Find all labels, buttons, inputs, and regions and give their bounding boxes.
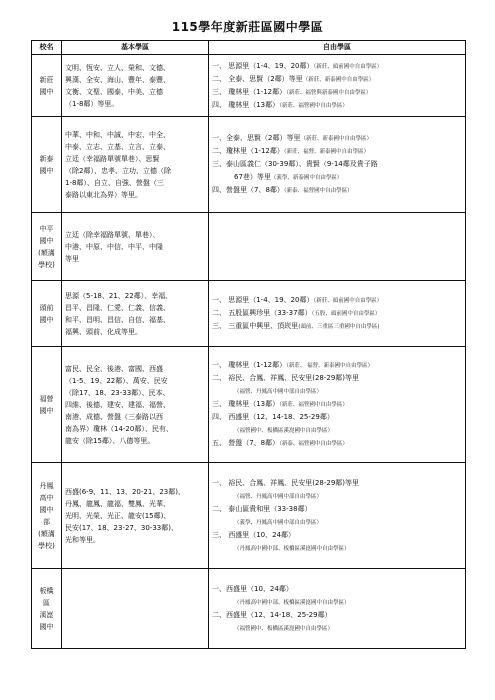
school-name-line: 國中: [39, 236, 54, 245]
free-district-line: [212, 171, 462, 184]
basic-district-cell: [62, 213, 209, 281]
table-row: [32, 347, 466, 463]
school-name-line: 頭前: [39, 303, 54, 312]
free-district-note: （新莊、頭前國中自由學區）: [313, 63, 383, 70]
basic-district-line: 1-8鄰）、自立、自強、營盤（三: [65, 178, 164, 187]
free-district-text: 一、 思源里（1-4、19、20鄰）: [212, 61, 314, 70]
table-row: [32, 281, 466, 347]
table-row: [32, 213, 466, 281]
basic-district-line: 光明、光榮、光正、龍安(15鄰)、: [65, 511, 171, 520]
basic-district-cell: [62, 55, 209, 117]
free-district-line: [212, 542, 462, 555]
school-name-line: 高中: [39, 493, 54, 502]
free-district-text: 二、 泰山區貴和里（33-38鄰）: [212, 504, 312, 513]
free-district-line: [212, 184, 462, 197]
header-school: 校名: [32, 41, 62, 55]
school-name-line: 板橋: [39, 586, 54, 595]
free-district-note: （新莊、 福營、新泰國中自由學區）: [286, 363, 374, 369]
free-district-line: [212, 516, 462, 529]
free-district-text: 五、 營盤（7、8鄰）: [212, 439, 280, 447]
basic-district-line: 立廷（幸福路單號單巷）、思賢: [65, 154, 160, 163]
table-row: [32, 117, 466, 213]
school-name-line: 國中: [39, 406, 54, 415]
basic-district-line: （除17、18、23-33鄰）、民本、: [65, 388, 170, 397]
school-name-line: (額滿: [38, 248, 55, 257]
free-district-note: （丹鳳高中國中部、板橋區溪崑國中自由學區）: [234, 599, 350, 606]
free-district-line: [212, 490, 462, 503]
basic-district-line: 中華、中和、中誠、中宏、中全、: [65, 130, 170, 139]
basic-district-line: 光和等里。: [65, 535, 100, 544]
free-district-note: （新莊、福營、新泰國中自由學區）: [283, 149, 370, 155]
free-district-note: （福營國中、板橋區溪崑國中自由學區）: [234, 428, 334, 434]
free-district-cell: [209, 55, 466, 117]
free-district-line: [212, 132, 462, 145]
free-district-line: [212, 158, 462, 171]
free-district-line: [212, 372, 462, 385]
table-row: [32, 55, 466, 117]
school-name-cell: [32, 463, 62, 569]
free-district-note: （新莊、新泰國中自由學區）: [300, 136, 372, 142]
school-name-line: 國中: [39, 315, 54, 324]
free-district-cell: [209, 281, 466, 347]
free-district-text: 一、 裕民、合鳳、祥鳳、民安里(28-29鄰)等里: [212, 478, 360, 487]
school-name-cell: [32, 281, 62, 347]
free-district-text: 四、營盤里（7、8鄰）: [212, 186, 284, 194]
school-name-cell: [32, 213, 62, 281]
free-district-text: 二、 全泰、思賢（2鄰）等里: [212, 74, 303, 83]
basic-district-line: 富民、民全、後港、富國、西盛: [65, 364, 163, 373]
school-name-cell: [32, 347, 62, 463]
free-district-line: [212, 609, 462, 622]
free-district-line: [212, 73, 462, 86]
basic-district-line: 丹鳳、龍鳳、龍福、雙鳳、光華、: [65, 499, 170, 508]
basic-district-line: （1-5、19、22鄰）、萬安、民安: [65, 376, 168, 385]
basic-district-line: 西盛(6-9、11、13、20-21、23鄰)、: [65, 487, 185, 496]
basic-district-cell: [62, 281, 209, 347]
free-district-note: (頭前、三重區三重國中自由學區): [298, 324, 380, 330]
free-district-line: [212, 424, 462, 437]
free-district-text: 一、 瓊林里（1-12鄰）: [212, 361, 287, 369]
basic-district-line: （1-8鄰）等里。: [65, 99, 119, 108]
free-district-line: [212, 60, 462, 73]
school-name-line: 福營: [39, 394, 54, 403]
basic-district-line: 龍安（除15鄰）、八德等里。: [65, 436, 155, 445]
basic-district-line: 四維、後德、建安、建福、福營、: [65, 400, 170, 409]
free-district-note: （新莊、福營國中自由學區）: [279, 402, 348, 408]
free-district-text: 三、 三重區中興里、頂崁里: [212, 322, 299, 330]
basic-district-line: 思源（5-18、21、22鄰）、幸福、: [65, 291, 173, 300]
free-district-note: （義學、新泰國中自由學區）: [270, 175, 343, 181]
basic-district-cell: [62, 347, 209, 463]
free-district-line: [212, 411, 462, 424]
free-district-line: [212, 320, 462, 333]
basic-district-line: 立廷（除幸福路單號、單巷）、: [65, 230, 160, 239]
free-district-cell: [209, 213, 466, 281]
school-name-line: 國中: [39, 622, 54, 631]
header-free-district: 自由學區: [209, 41, 466, 55]
free-district-text: 四、 西盛里（12、14-18、25-29鄰）: [212, 413, 334, 421]
basic-district-line: 昌平、昌隆、仁愛、仁義、信義、: [65, 303, 170, 312]
free-district-text: 二、西盛里（12、14-18、25-29鄰）: [212, 610, 332, 619]
free-district-note: （福營國中、板橋區溪崑國中自由學區）: [234, 625, 334, 632]
basic-district-line: 和平、昌明、昌信、自信、福基、: [65, 315, 170, 324]
free-district-text: 67巷）等里: [234, 173, 271, 181]
free-district-cell: [209, 347, 466, 463]
free-district-line: [212, 477, 462, 490]
school-name-line: 區: [43, 598, 50, 607]
table-header-row: [32, 41, 466, 55]
school-district-table: [31, 40, 466, 649]
free-district-line: [212, 307, 462, 320]
basic-district-line: 南為界）瓊林（14-20鄰）、民有、: [65, 424, 173, 433]
free-district-cell: [209, 463, 466, 569]
free-district-text: 一、西盛里（10、24鄰）: [212, 584, 293, 593]
school-name-line: 溪崑: [39, 610, 54, 619]
basic-district-line: （除2鄰）、忠孝、立功、立德（除: [65, 166, 171, 175]
basic-district-cell: [62, 117, 209, 213]
basic-district-line: 興漢、全安、海山、豐年、泰豐、: [65, 75, 170, 84]
school-name-line: 學校): [38, 541, 55, 550]
basic-district-line: 福興、頭前、化成等里。: [65, 327, 142, 336]
free-district-text: 一、全泰、思賢（2鄰）等里: [212, 134, 301, 142]
free-district-line: [212, 596, 462, 609]
school-name-line: 新莊: [39, 75, 54, 84]
free-district-text: 二、 裕民、合鳳、祥鳳、民安里(28-29鄰)等里: [212, 374, 360, 382]
free-district-line: [212, 99, 462, 112]
school-name-line: 國中: [39, 166, 54, 175]
free-district-note: （福營、丹鳳高中國中部自由學區）: [234, 389, 323, 395]
free-district-note: （新莊、福營與新泰國中自由學區）: [286, 89, 372, 96]
basic-district-cell: [62, 463, 209, 569]
school-name-line: 國中: [39, 87, 54, 96]
free-district-line: [212, 529, 462, 542]
free-district-text: 一、 思源里（1-4、19、20鄰）: [212, 296, 314, 304]
free-district-text: 四、 瓊林里（13鄰）: [212, 100, 280, 109]
basic-district-line: 泰路以東北為界）等里。: [65, 190, 142, 199]
header-basic-district: 基本學區: [62, 41, 209, 55]
free-district-note: （丹鳳高中國中部、板橋區溪崑國中自由學區）: [234, 545, 350, 552]
free-district-line: [212, 437, 462, 450]
table-row: [32, 463, 466, 569]
school-name-cell: [32, 55, 62, 117]
table-row: [32, 569, 466, 649]
free-district-line: [212, 583, 462, 596]
free-district-note: （福營、丹鳳高中國中部自由學區）: [234, 493, 323, 500]
school-name-line: 中平: [39, 224, 54, 233]
free-district-text: 三、 西盛里（10、24鄰）: [212, 530, 296, 539]
school-name-line: (額滿: [38, 529, 55, 538]
school-name-line: 國中: [39, 505, 54, 514]
school-name-cell: [32, 117, 62, 213]
basic-district-line: 民安(17、18、23-27、30-33鄰)、: [65, 523, 178, 532]
page-title: 115學年度新莊區國中學區: [171, 20, 324, 34]
school-name-line: 丹鳳: [39, 481, 54, 490]
basic-district-line: 文衡、文聖、國泰、中美、立德: [65, 87, 163, 96]
free-district-note: （新莊、新泰國中自由學區）: [302, 76, 375, 83]
free-district-text: 二、 五股區興珍里（33-37鄰）: [212, 309, 312, 317]
free-district-note: （新泰、福營國中自由學區）: [279, 441, 348, 447]
free-district-note: （新莊、頭前國中自由學區）: [313, 298, 383, 304]
basic-district-line: 等里: [65, 254, 79, 263]
free-district-line: [212, 622, 462, 635]
basic-district-line: 南港、成德、營盤（三泰路以西: [65, 412, 163, 421]
free-district-note: （五股、頭前國中自由學區）: [311, 311, 381, 317]
free-district-cell: [209, 117, 466, 213]
school-name-line: 學校): [38, 260, 55, 269]
free-district-line: [212, 503, 462, 516]
free-district-cell: [209, 569, 466, 649]
school-name-cell: [32, 569, 62, 649]
basic-district-cell: [62, 569, 209, 649]
basic-district-line: 文明、恆安、立人、榮和、文德、: [65, 63, 170, 72]
free-district-text: 三、泰山區義仁（30-39鄰）、貴賢（9-14鄰及貴子路: [212, 160, 378, 168]
free-district-note: （新泰、福營國中自由學區）: [283, 188, 353, 194]
free-district-note: （新莊、福營國中自由學區）: [279, 102, 348, 109]
school-name-line: 部: [43, 517, 50, 526]
free-district-line: [212, 385, 462, 398]
basic-district-line: 中港、中原、中信、中平、中隆: [65, 242, 163, 251]
free-district-text: 三、 瓊林里（13鄰）: [212, 400, 280, 408]
free-district-line: [212, 398, 462, 411]
free-district-note: （義學、丹鳳高中國中部自由學區）: [234, 519, 323, 526]
school-name-line: 新泰: [39, 154, 54, 163]
free-district-line: [212, 145, 462, 158]
free-district-text: 三、 瓊林里（1-12鄰）: [212, 87, 287, 96]
basic-district-line: 中泰、立志、立基、立言、立泰、: [65, 142, 170, 151]
free-district-line: [212, 294, 462, 307]
free-district-line: [212, 86, 462, 99]
free-district-line: [212, 359, 462, 372]
free-district-text: 二、瓊林里（1-12鄰）: [212, 147, 284, 155]
